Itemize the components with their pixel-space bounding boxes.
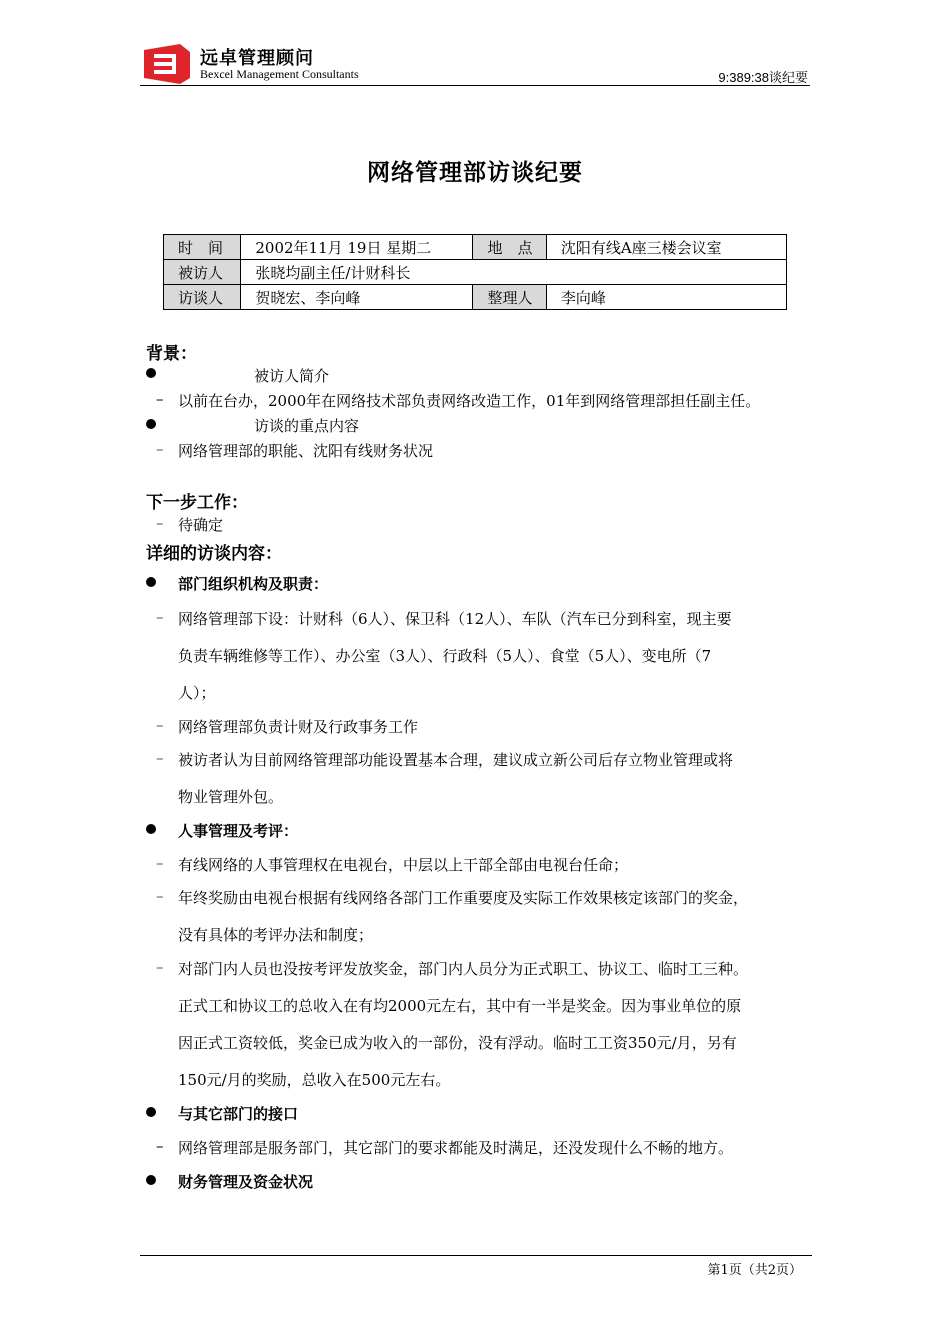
hr-item-1: 有线网络的人事管理权在电视台，中层以上干部全部由电视台任命； [178, 856, 629, 874]
hr-item-2-line-2: 没有具体的考评办法和制度； [178, 926, 374, 944]
brand-name-cn: 远卓管理顾问 [200, 48, 314, 69]
dash-icon: – [156, 1137, 164, 1155]
dash-icon: – [156, 887, 164, 905]
next-steps-item: 待确定 [178, 516, 224, 534]
page-title: 网络管理部访谈纪要 [367, 159, 583, 186]
details-heading: 详细的访谈内容： [146, 544, 282, 564]
bullet-icon [146, 368, 156, 378]
interview-info-table [163, 234, 787, 310]
dash-icon: – [156, 958, 164, 976]
background-heading: 背景： [146, 344, 197, 364]
interviewer-label: 访谈人 [164, 285, 241, 310]
interviewee-label: 被访人 [164, 260, 241, 285]
recorder-label: 整理人 [473, 285, 546, 310]
dash-icon: – [156, 390, 164, 408]
footer-divider [140, 1255, 812, 1256]
org-item-1-line-2: 负责车辆维修等工作）、办公室（3人）、行政科（5人）、食堂（5人）、变电所（7 [178, 647, 712, 665]
table-row [164, 285, 787, 310]
interface-item: 网络管理部是服务部门，其它部门的要求都能及时满足，还没发现什么不畅的地方。 [178, 1139, 734, 1157]
time-label: 时 间 [164, 235, 241, 260]
interviewer-value: 贺晓宏、李向峰 [241, 285, 473, 310]
place-label: 地 点 [473, 235, 546, 260]
dash-icon: – [156, 440, 164, 458]
recorder-value: 李向峰 [546, 285, 786, 310]
hr-item-3-line-1: 对部门内人员也没按考评发放奖金，部门内人员分为正式职工、协议工、临时工三种。 [178, 960, 749, 978]
org-item-3-line-2: 物业管理外包。 [178, 788, 284, 806]
doc-reference: 9:389:38谈纪要 [718, 70, 808, 85]
hr-item-3-line-3: 因正式工资较低，奖金已成为收入的一部份，没有浮动。临时工工资350元/月，另有 [178, 1034, 737, 1052]
interface-section-title: 与其它部门的接口 [178, 1105, 299, 1123]
hr-item-2-line-1: 年终奖励由电视台根据有线网络各部门工作重要度及实际工作效果核定该部门的奖金， [178, 889, 749, 907]
bullet-icon [146, 824, 156, 834]
company-logo-icon [140, 44, 194, 84]
page-number: 第1页（共2页） [707, 1263, 802, 1278]
dash-icon: – [156, 514, 164, 532]
bullet-icon [146, 577, 156, 587]
interviewee-value: 张晓均副主任/计财科长 [241, 260, 787, 285]
finance-section-title: 财务管理及资金状况 [178, 1173, 314, 1191]
table-row [164, 235, 787, 260]
hr-item-3-line-2: 正式工和协议工的总收入在有均2000元左右，其中有一半是奖金。因为事业单位的原 [178, 997, 742, 1015]
header-divider [140, 85, 810, 86]
dash-icon: – [156, 716, 164, 734]
dash-icon: – [156, 854, 164, 872]
brand-name-en: Bexcel Management Consultants [200, 67, 359, 81]
place-value: 沈阳有线A座三楼会议室 [546, 235, 786, 260]
focus-label: 访谈的重点内容 [254, 417, 360, 435]
intro-text: 以前在台办，2000年在网络技术部负责网络改造工作，01年到网络管理部担任副主任。 [178, 392, 761, 410]
dash-icon: – [156, 749, 164, 767]
focus-text: 网络管理部的职能、沈阳有线财务状况 [178, 442, 434, 460]
hr-section-title: 人事管理及考评： [178, 822, 299, 840]
org-item-1-line-3: 人）； [178, 684, 216, 702]
table-row [164, 260, 787, 285]
page-header [140, 42, 810, 86]
bullet-icon [146, 1107, 156, 1117]
time-value: 2002年11月 19日 星期二 [241, 235, 473, 260]
intro-label: 被访人简介 [254, 367, 330, 385]
dash-icon: – [156, 608, 164, 626]
bullet-icon [146, 419, 156, 429]
org-item-1-line-1: 网络管理部下设：计财科（6人）、保卫科（12人）、车队（汽车已分到科室，现主要 [178, 610, 732, 628]
org-item-3-line-1: 被访者认为目前网络管理部功能设置基本合理，建议成立新公司后存立物业管理或将 [178, 751, 734, 769]
next-steps-heading: 下一步工作： [146, 493, 248, 513]
bullet-icon [146, 1175, 156, 1185]
org-section-title: 部门组织机构及职责： [178, 575, 329, 593]
hr-item-3-line-4: 150元/月的奖励，总收入在500元左右。 [178, 1071, 451, 1089]
org-item-2: 网络管理部负责计财及行政事务工作 [178, 718, 419, 736]
